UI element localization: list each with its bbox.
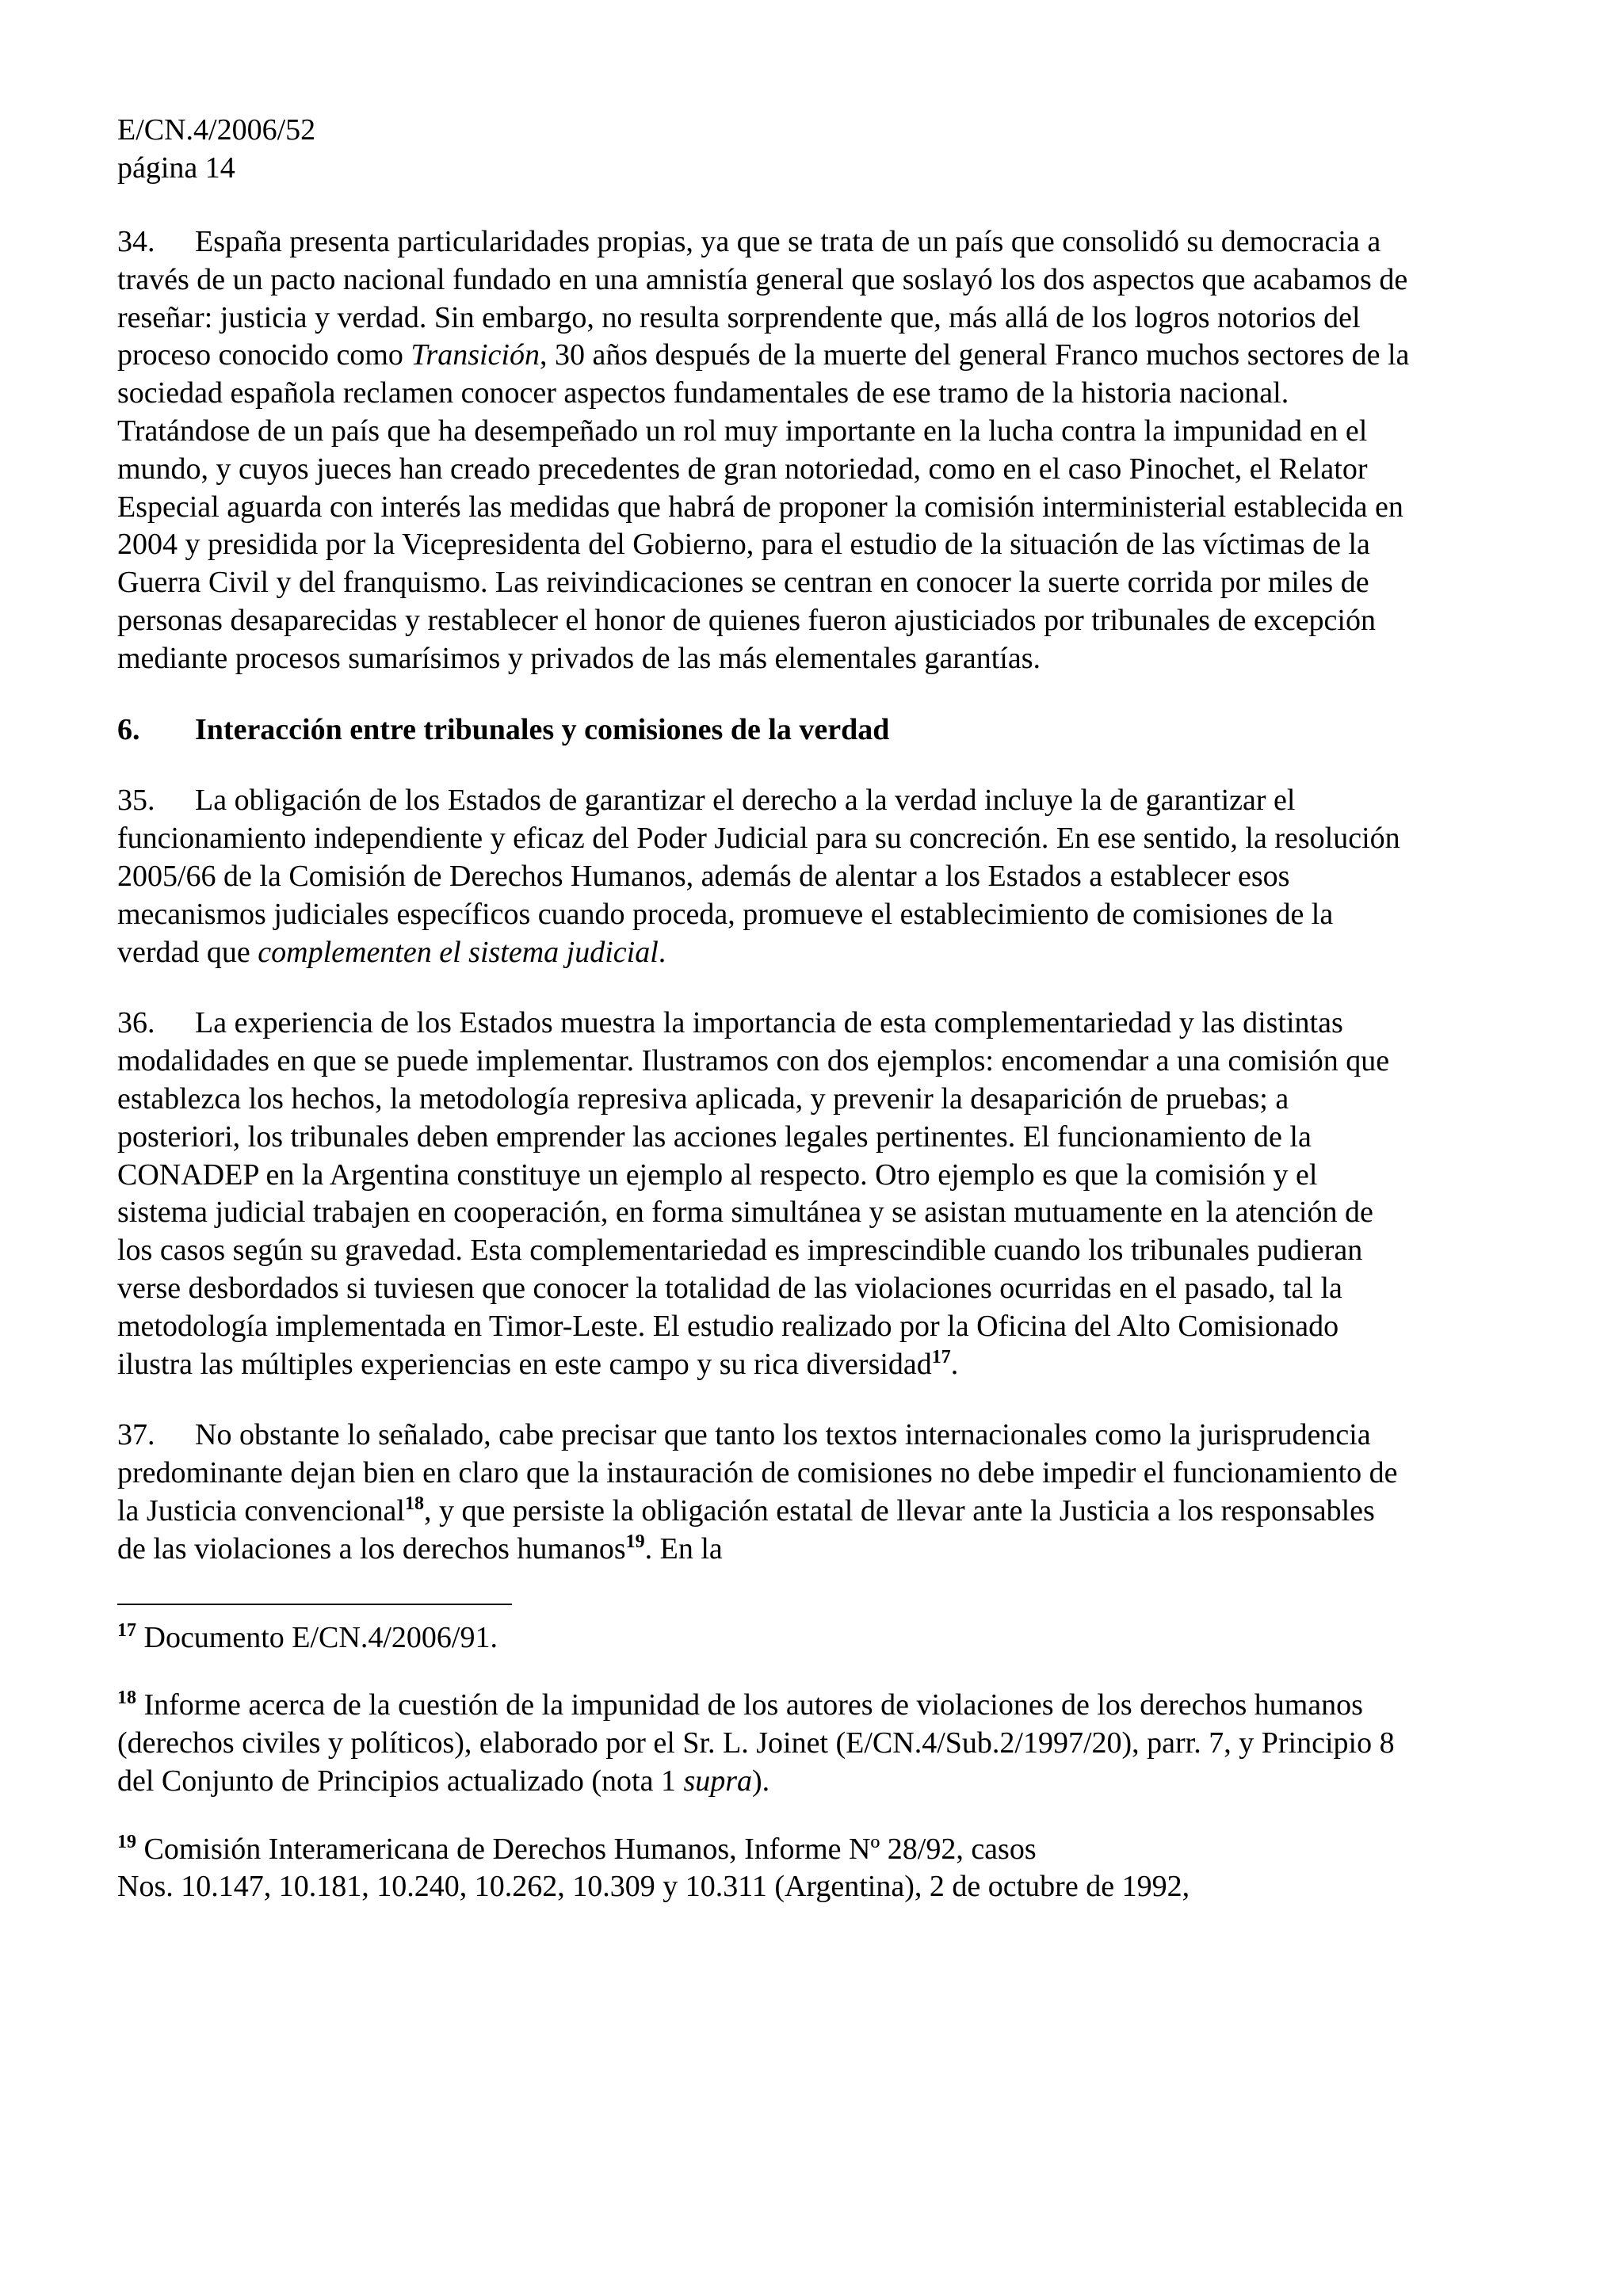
- footnote-mark: 17: [117, 1619, 136, 1641]
- paragraph-text: , y que persiste la obligación estatal de llevar ante la Justicia a los responsables de las violaciones a los derechos humanos: [117, 1493, 1375, 1566]
- footnote-19: [117, 1831, 1411, 1907]
- footnote-mark: 19: [117, 1831, 136, 1852]
- paragraph-number: 34.: [117, 225, 155, 258]
- footnote-17: [117, 1619, 1411, 1657]
- paragraph-34: [117, 223, 1411, 678]
- footnote-text: Informe acerca de la cuestión de la impunidad de los autores de violaciones de los derechos humanos (derechos civiles y políticos), elaborado por el Sr. L. Joinet (E/CN.4/Sub.2/1997/20), parr. 7, y Principio 8 del Conjunto de Principios actualizado (nota 1: [117, 1688, 1395, 1798]
- paragraph-number: 37.: [117, 1418, 155, 1452]
- footnote-18: [117, 1687, 1411, 1800]
- emphasis-text: supra: [683, 1764, 753, 1798]
- document-symbol: E/CN.4/2006/52: [117, 113, 316, 147]
- footnote-ref-18[interactable]: 18: [405, 1493, 424, 1514]
- paragraph-text: . En la: [644, 1531, 723, 1566]
- paragraph-text: .: [950, 1347, 959, 1381]
- section-number: 6.: [117, 712, 140, 746]
- document-page: [117, 111, 1411, 1906]
- paragraph-text: .: [658, 935, 666, 969]
- document-header: [117, 111, 1411, 187]
- paragraph-text: , 30 años después de la muerte del general Franco muchos sectores de la sociedad española reclamen conocer aspectos fundamentales de ese tramo de la historia nacional. Tratándose de un país que ha desempeñado un rol muy importante en la lucha contra la impunidad en el mundo, y cuyos jueces han creado precedentes de gran notoriedad, como en el caso Pinochet, el Relator Especial aguarda con interés las medidas que habrá de proponer la comisión interministerial establecida en 2004 y presidida por la Vicepresidenta del Gobierno, para el estudio de la situación de las víctimas de la Guerra Civil y del franquismo. Las reivindicaciones se centran en conocer la suerte corrida por miles de personas desaparecidas y restablecer el honor de quienes fueron ajusticiados por tribunales de excepción mediante procesos sumarísimos y privados de las más elementales garantías.: [117, 338, 1410, 675]
- section-title: Interacción entre tribunales y comisiones de la verdad: [195, 712, 890, 746]
- page-number: página 14: [117, 151, 235, 185]
- paragraph-36: [117, 1005, 1411, 1383]
- paragraph-number: 35.: [117, 784, 155, 818]
- paragraph-text: La experiencia de los Estados muestra la importancia de esta complementariedad y las distintas modalidades en que se puede implementar. Ilustramos con dos ejemplos: encomendar a una comisión que establezca los hechos, la metodología represiva aplicada, y prevenir la desaparición de pruebas; a posteriori, los tribunales deben emprender las acciones legales pertinentes. El funcionamiento de la CONADEP en la Argentina constituye un ejemplo al respecto. Otro ejemplo es que la comisión y el sistema judicial trabajen en cooperación, en forma simultánea y se asistan mutuamente en la atención de los casos según su gravedad. Esta complementariedad es imprescindible cuando los tribunales pudieran verse desbordados si tuviesen que conocer la totalidad de las violaciones ocurridas en el pasado, tal la metodología implementada en Timor-Leste. El estudio realizado por la Oficina del Alto Comisionado ilustra las múltiples experiencias en este campo y su rica diversidad: [117, 1006, 1390, 1381]
- paragraph-number: 36.: [117, 1006, 155, 1040]
- footnote-ref-17[interactable]: 17: [931, 1346, 951, 1367]
- paragraph-text: La obligación de los Estados de garantizar el derecho a la verdad incluye la de garantizar el funcionamiento independiente y eficaz del Poder Judicial para su concreción. En ese sentido, la resolución 2005/66 de la Comisión de Derechos Humanos, además de alentar a los Estados a establecer esos mecanismos judiciales específicos cuando proceda, promueve el establecimiento de comisiones de la verdad que: [117, 784, 1400, 969]
- paragraph-37: [117, 1417, 1411, 1568]
- section-heading: [117, 711, 1411, 749]
- footnote-text: ).: [752, 1764, 770, 1798]
- footnote-separator: [117, 1604, 512, 1605]
- footnote-text: Nos. 10.147, 10.181, 10.240, 10.262, 10.309 y 10.311 (Argentina), 2 de octubre de 1992,: [117, 1870, 1190, 1904]
- emphasis-text: complementen el sistema judicial: [258, 935, 659, 969]
- footnote-ref-19[interactable]: 19: [625, 1531, 645, 1552]
- footnote-mark: 18: [117, 1688, 136, 1709]
- paragraph-text: No obstante lo señalado, cabe precisar que tanto los textos internacionales como la jurisprudencia predominante dejan bien en claro que la instauración de comisiones no debe impedir el funcionamiento de la Justicia convencional: [117, 1418, 1398, 1527]
- footnote-text: Documento E/CN.4/2006/91.: [136, 1620, 498, 1654]
- paragraph-text: España presenta particularidades propias, ya que se trata de un país que consolidó su democracia a través de un pacto nacional fundado en una amnistía general que soslayó los dos aspectos que acabamos de reseñar: justicia y verdad. Sin embargo, no resulta sorprendente que, más allá de los logros notorios del proceso conocido como: [117, 225, 1408, 372]
- footnote-text: Comisión Interamericana de Derechos Humanos, Informe Nº 28/92, casos: [136, 1832, 1037, 1866]
- emphasis-text: Transición: [411, 338, 540, 372]
- paragraph-35: [117, 782, 1411, 971]
